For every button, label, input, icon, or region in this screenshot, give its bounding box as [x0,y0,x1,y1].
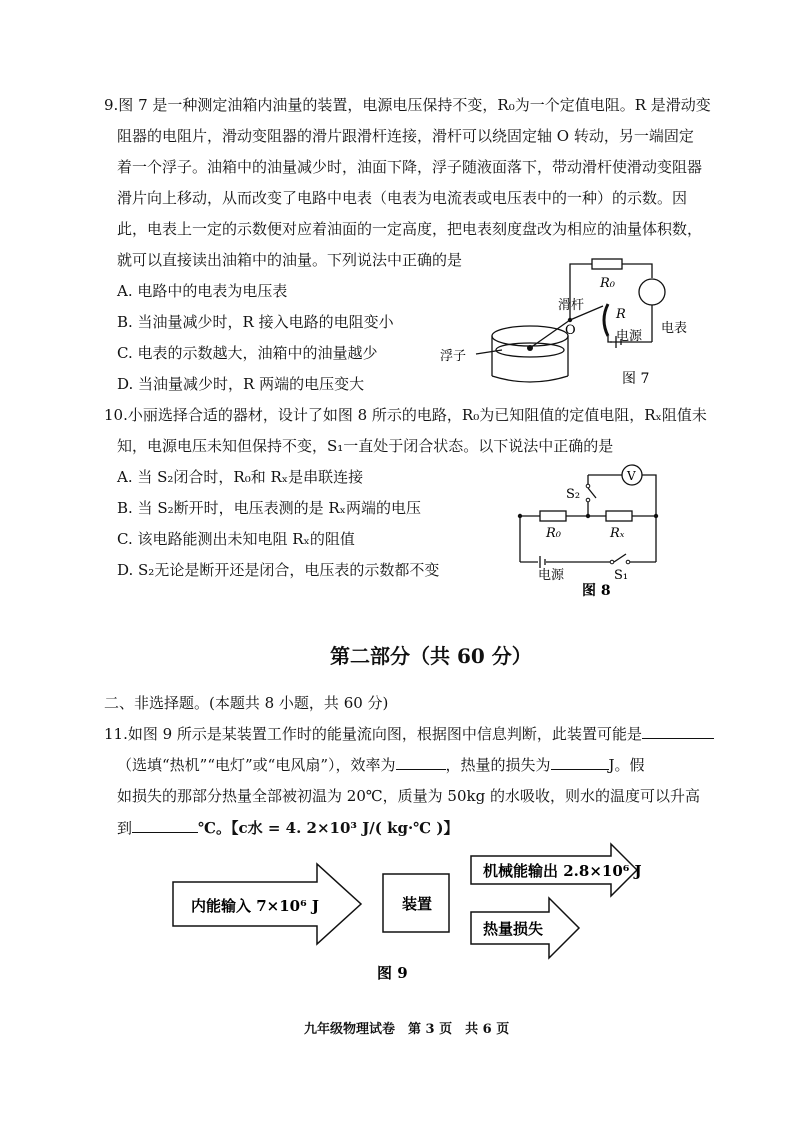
fig7-lever-label: 滑杆 [558,298,585,313]
q9-line-4: 滑片向上移动，从而改变了电路中电表（电表为电流表或电压表中的一种）的示数。因 [117,189,688,207]
q11-blank-temperature[interactable] [132,818,198,833]
q10-option-b: B. 当 S₂断开时，电压表测的是 Rₓ两端的电压 [117,499,422,517]
fig7-caption: 图 7 [622,371,650,387]
q11-line-4-text-a: 到 [117,819,133,837]
figure-7-oil-gauge-diagram [440,248,720,398]
fig8-voltmeter-label: V [627,469,636,483]
fig9-loss-label: 热量损失 [483,920,544,938]
q9-line-6: 就可以直接读出油箱中的油量。下列说法中正确的是 [117,251,463,269]
q10-line-2: 知，电源电压未知但保持不变，S₁一直处于闭合状态。以下说法中正确的是 [117,437,614,455]
q11-blank-efficiency[interactable] [396,755,446,770]
q10-option-a: A. 当 S₂闭合时，R₀和 Rₓ是串联连接 [117,468,364,486]
section-two-header: 二、非选择题。(本题共 8 小题，共 60 分) [104,694,389,712]
fig8-caption: 图 8 [582,583,611,598]
q9-line-1: 9.图 7 是一种测定油箱内油量的装置，电源电压保持不变，R₀为一个定值电阻。R 是滑动变 [104,96,711,114]
q11-line-2-text-a: （选填“热机”“电灯”或“电风扇”），效率为 [117,756,396,774]
q11-line-1-text: 11.如图 9 所示是某装置工作时的能量流向图，根据图中信息判断，此装置可能是 [104,725,642,743]
q11-line-1 [104,724,714,744]
fig7-pivot-label: O [565,323,576,338]
fig7-source-label: 电源 [616,329,643,344]
fig7-float-label: 浮子 [440,349,467,364]
q11-blank-heat-loss[interactable] [551,755,609,770]
q11-blank-device[interactable] [642,724,714,739]
fig8-s2-label: S₂ [566,487,581,502]
q9-line-3: 着一个浮子。油箱中的油量减少时，油面下降，浮子随液面落下，带动滑杆使滑动变阻器 [117,158,703,176]
fig9-output-label: 机械能输出 2.8×10⁶ J [483,862,642,880]
q10-line-1: 10.小丽选择合适的器材，设计了如图 8 所示的电路，R₀为已知阻值的定值电阻，Rₓ阻值未 [104,406,707,424]
q9-line-5: 此，电表上一定的示数便对应着油面的一定高度，把电表刻度盘改为相应的油量体积数， [117,220,703,238]
fig7-r0-label: R₀ [600,276,615,291]
q9-option-d: D. 当油量减少时，R 两端的电压变大 [117,375,365,393]
fig7-r-label: R [616,307,626,322]
fig8-rx-label: Rₓ [610,526,625,541]
q11-line-2 [117,755,645,775]
fig9-input-label: 内能输入 7×10⁶ J [191,897,319,915]
q11-line-4-text-b: ℃。【c水 = 4. 2×10³ J/( kg·℃ )】 [198,819,459,837]
fig8-s1-label: S₁ [614,568,629,583]
part-two-title: 第二部分（共 60 分） [330,644,532,668]
q9-option-b: B. 当油量减少时，R 接入电路的电阻变小 [117,313,394,331]
q11-line-4 [117,818,458,838]
fig7-meter-label: 电表 [661,321,688,336]
figure-8-circuit-diagram [510,458,670,598]
page-footer: 九年级物理试卷 第 3 页 共 6 页 [304,1022,510,1037]
q9-option-c: C. 电表的示数越大，油箱中的油量越少 [117,344,378,362]
q10-option-c: C. 该电路能测出未知电阻 Rₓ的阻值 [117,530,355,548]
q11-line-2-text-b: ，热量的损失为 [445,756,551,774]
fig8-r0-label: R₀ [546,526,561,541]
fig9-caption: 图 9 [377,964,408,982]
q10-option-d: D. S₂无论是断开还是闭合，电压表的示数都不变 [117,561,440,579]
q11-line-3: 如损失的那部分热量全部被初温为 20℃，质量为 50kg 的水吸收，则水的温度可以升高 [117,787,700,805]
fig9-device-label: 装置 [402,895,433,913]
q11-line-2-text-c: J。假 [608,756,645,774]
q9-option-a: A. 电路中的电表为电压表 [117,282,288,300]
figure-9-energy-flow-diagram [165,842,645,982]
q9-line-2: 阻器的电阻片，滑动变阻器的滑片跟滑杆连接，滑杆可以绕固定轴 O 转动，另一端固定 [117,127,694,145]
fig8-source-label: 电源 [538,568,565,583]
